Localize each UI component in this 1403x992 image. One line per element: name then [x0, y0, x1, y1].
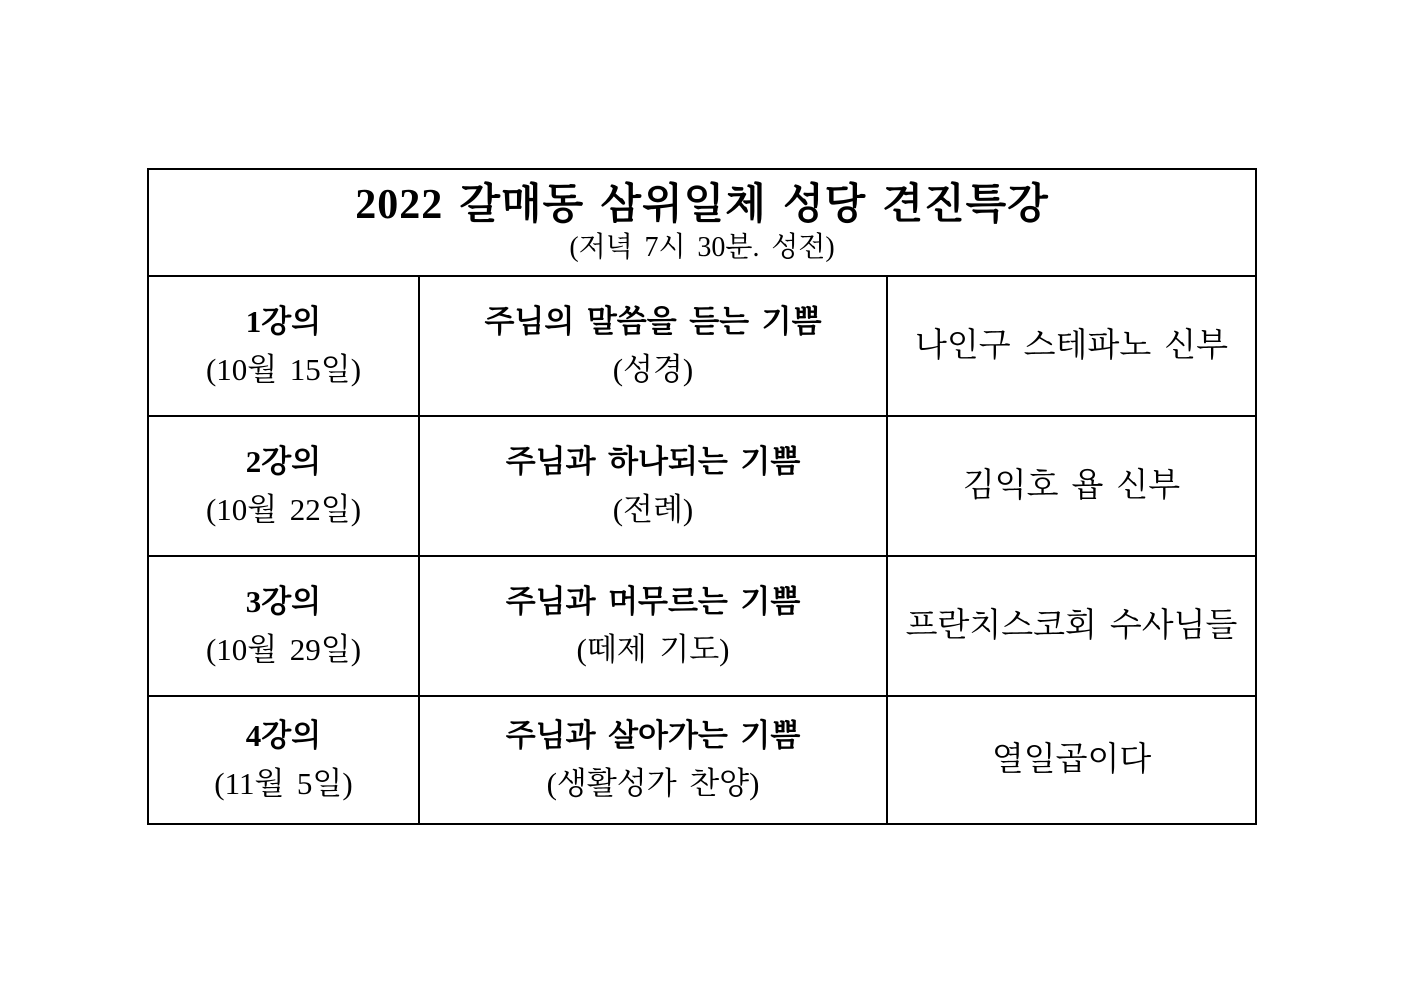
session-date: (10월 29일) [205, 632, 362, 667]
document-title: 2022 갈매동 삼위일체 성당 견진특강 [355, 182, 1049, 229]
session-label: 3강의 [245, 583, 322, 619]
topic-cell [419, 696, 887, 824]
topic-cell [419, 556, 887, 696]
speaker-cell [887, 276, 1256, 416]
session-cell [148, 416, 419, 556]
speaker-cell [887, 696, 1256, 824]
session-date: (10월 22일) [205, 492, 362, 527]
topic-note: (전례) [612, 492, 694, 527]
session-cell [148, 556, 419, 696]
speaker-name: 열일곱이다 [991, 741, 1152, 778]
table-row [148, 416, 1256, 556]
session-cell [148, 276, 419, 416]
table-row [148, 696, 1256, 824]
topic-title: 주님과 살아가는 기쁨 [505, 717, 801, 753]
session-label: 4강의 [245, 717, 322, 753]
speaker-cell [887, 556, 1256, 696]
speaker-cell [887, 416, 1256, 556]
topic-note: (성경) [612, 352, 694, 387]
topic-note: (떼제 기도) [576, 632, 730, 667]
topic-title: 주님과 하나되는 기쁨 [505, 443, 801, 479]
document-subtitle: (저녁 7시 30분. 성전) [569, 231, 835, 263]
speaker-name: 나인구 스테파노 신부 [915, 327, 1229, 364]
speaker-name: 프란치스코회 수사님들 [905, 607, 1238, 644]
session-label: 2강의 [245, 443, 322, 479]
topic-cell [419, 416, 887, 556]
topic-cell [419, 276, 887, 416]
table-row [148, 556, 1256, 696]
table-row [148, 276, 1256, 416]
session-cell [148, 696, 419, 824]
topic-note: (생활성가 찬양) [546, 766, 760, 801]
header-cell [148, 169, 1256, 276]
topic-title: 주님의 말씀을 듣는 기쁨 [484, 303, 822, 339]
speaker-name: 김익호 욥 신부 [962, 467, 1181, 504]
header-row [148, 169, 1256, 276]
schedule-table [147, 168, 1257, 825]
session-label: 1강의 [245, 303, 322, 339]
topic-title: 주님과 머무르는 기쁨 [505, 583, 801, 619]
session-date: (10월 15일) [205, 352, 362, 387]
session-date: (11월 5일) [214, 766, 353, 801]
